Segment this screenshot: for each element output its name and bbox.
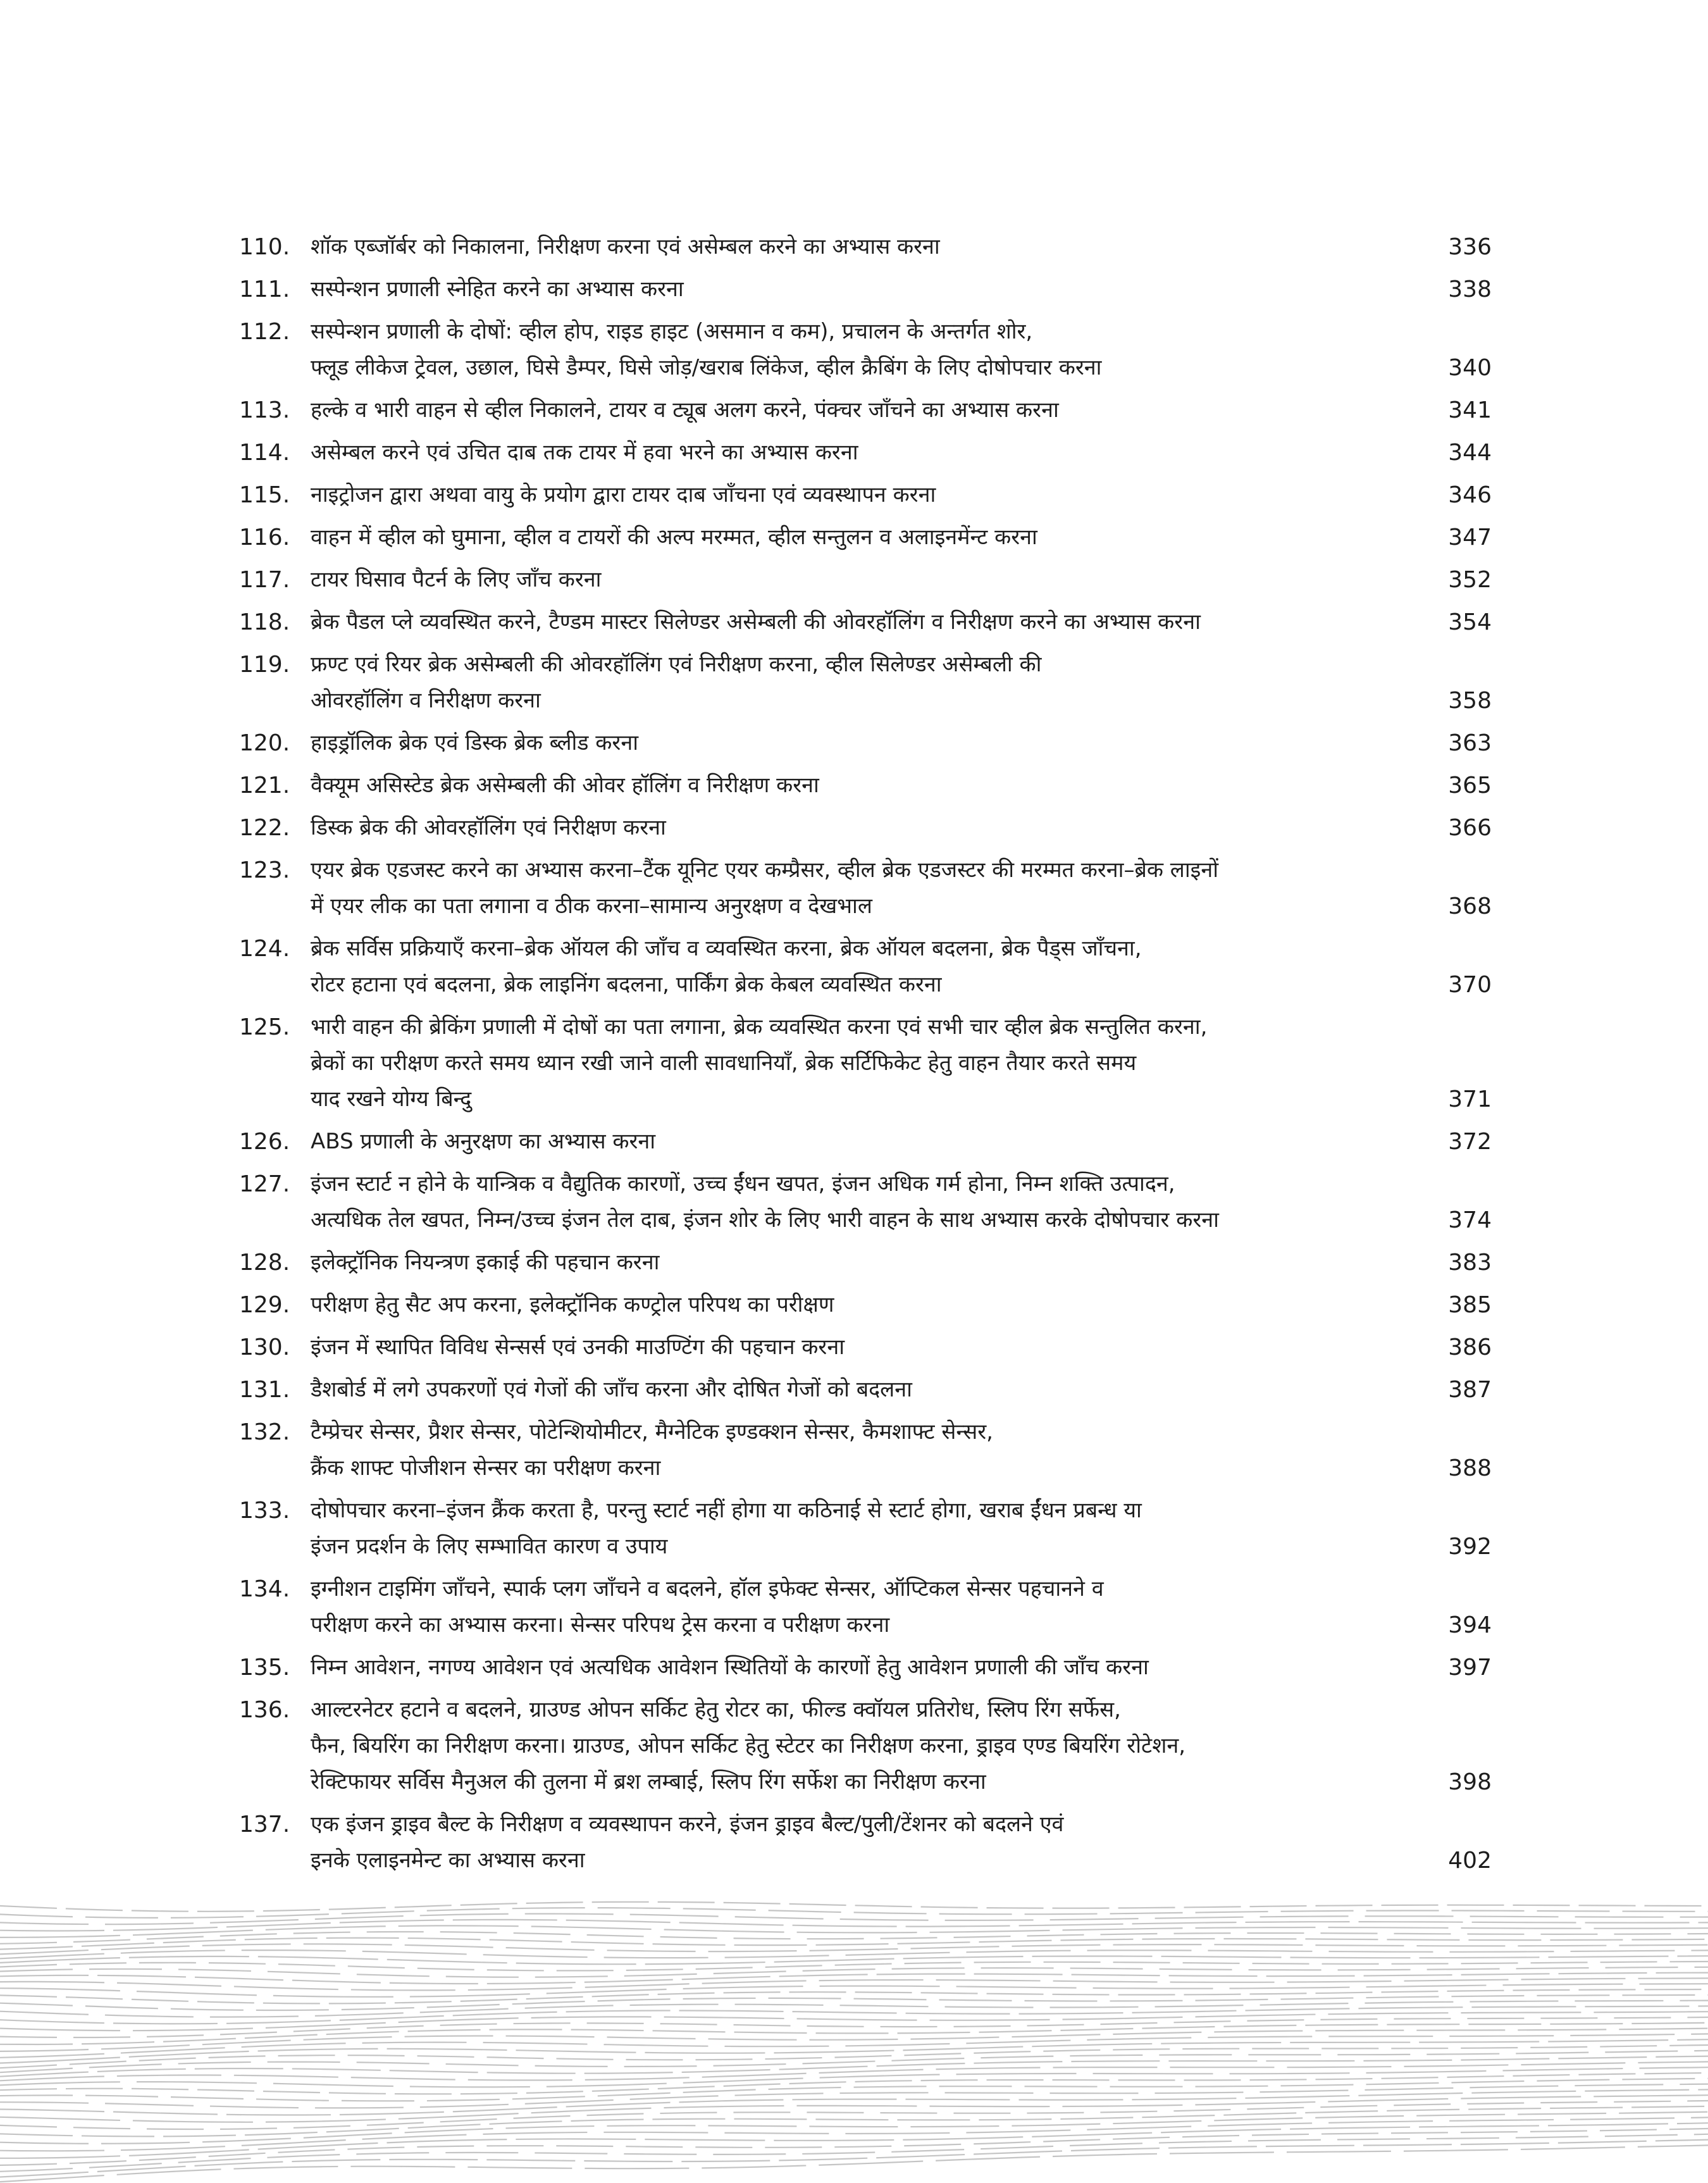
toc-entry xyxy=(239,604,1492,640)
entry-page-number: 392 xyxy=(1448,1534,1492,1560)
entry-title xyxy=(311,1414,1492,1486)
entry-title xyxy=(311,768,1492,804)
entry-title-line: निम्न आवेशन, नगण्य आवेशन एवं अत्यधिक आवेशन स्थितियों के कारणों हेतु आवेशन प्रणाली की जाँच करना xyxy=(311,1655,1149,1680)
toc-entry xyxy=(239,1287,1492,1323)
entry-title-line: परीक्षण हेतु सैट अप करना, इलेक्ट्रॉनिक कण्ट्रोल परिपथ का परीक्षण xyxy=(311,1292,834,1317)
entry-title-line: ABS प्रणाली के अनुरक्षण का अभ्यास करना xyxy=(311,1129,656,1154)
wavy-line xyxy=(0,2029,1708,2051)
entry-title xyxy=(311,562,1492,598)
entry-page-number: 366 xyxy=(1448,815,1492,841)
entry-title xyxy=(311,1372,1492,1408)
entry-page-number: 371 xyxy=(1448,1086,1492,1112)
entry-page-number: 385 xyxy=(1448,1292,1492,1318)
toc-entry xyxy=(239,647,1492,719)
entry-number: 130. xyxy=(239,1334,290,1360)
entry-page-number: 398 xyxy=(1448,1769,1492,1795)
entry-number: 128. xyxy=(239,1250,290,1276)
entry-number: 119. xyxy=(239,652,290,678)
toc-entry xyxy=(239,1166,1492,1238)
toc-entry xyxy=(239,314,1492,386)
entry-number: 115. xyxy=(239,482,290,508)
entry-page-number: 344 xyxy=(1448,440,1492,466)
entry-page-number: 383 xyxy=(1448,1250,1492,1276)
entry-page-number: 336 xyxy=(1448,234,1492,260)
toc-entry xyxy=(239,810,1492,846)
entry-title-line: फ्रण्ट एवं रियर ब्रेक असेम्बली की ओवरहॉलिंग एवं निरीक्षण करना, व्हील सिलेण्डर असेम्बली की xyxy=(311,652,1042,677)
toc-entry xyxy=(239,1124,1492,1160)
entry-title xyxy=(311,1493,1492,1565)
entry-title-line: इंजन में स्थापित विविध सेन्सर्स एवं उनकी माउण्टिंग की पहचान करना xyxy=(311,1334,845,1360)
entry-title xyxy=(311,314,1492,386)
entry-title-line: टायर घिसाव पैटर्न के लिए जाँच करना xyxy=(311,567,602,592)
entry-title-line: फ्लूड लीकेज ट्रेवल, उछाल, घिसे डैम्पर, घिसे जोड़/खराब लिंकेज, व्हील क्रैबिंग के लिए दोषोपचार करना xyxy=(311,355,1102,380)
toc-entry xyxy=(239,1807,1492,1879)
toc-entry xyxy=(239,519,1492,556)
entry-page-number: 354 xyxy=(1448,609,1492,635)
entry-title-line: भारी वाहन की ब्रेकिंग प्रणाली में दोषों का पता लगाना, ब्रेक व्यवस्थित करना एवं सभी चार व्हील ब्रेक सन्तुलित करना, xyxy=(311,1014,1208,1040)
entry-number: 127. xyxy=(239,1171,290,1197)
entry-number: 133. xyxy=(239,1498,290,1524)
entry-number: 123. xyxy=(239,857,290,883)
entry-title xyxy=(311,1807,1492,1879)
entry-title-line: एयर ब्रेक एडजस्ट करने का अभ्यास करना–टैंक यूनिट एयर कम्प्रैसर, व्हील ब्रेक एडजस्टर की मरम्मत करना–ब्रेक लाइनों xyxy=(311,857,1219,883)
entry-title-line: ओवरहॉलिंग व निरीक्षण करना xyxy=(311,688,541,713)
entry-page-number: 346 xyxy=(1448,482,1492,508)
entry-title xyxy=(311,271,1492,308)
entry-number: 118. xyxy=(239,609,290,635)
entry-title xyxy=(311,1650,1492,1686)
wavy-line xyxy=(0,2045,1708,2068)
toc-entry xyxy=(239,435,1492,471)
entry-page-number: 352 xyxy=(1448,567,1492,593)
entry-title-line: वैक्यूम असिस्टेड ब्रेक असेम्बली की ओवर हॉलिंग व निरीक्षण करना xyxy=(311,773,819,798)
wavy-line xyxy=(0,2001,1708,2017)
wavy-line xyxy=(0,1984,1708,1997)
toc-entry xyxy=(239,1650,1492,1686)
toc-entry xyxy=(239,1414,1492,1486)
toc-entry xyxy=(239,271,1492,308)
entry-title xyxy=(311,477,1492,513)
entry-number: 124. xyxy=(239,936,290,962)
entry-title-line: आल्टरनेटर हटाने व बदलने, ग्राउण्ड ओपन सर्किट हेतु रोटर का, फील्ड क्वॉयल प्रतिरोध, स्लिप रिंग सर्फेस, xyxy=(311,1697,1121,1722)
entry-title-line: इंजन प्रदर्शन के लिए सम्भावित कारण व उपाय xyxy=(311,1534,668,1559)
entry-number: 117. xyxy=(239,567,290,593)
entry-number: 132. xyxy=(239,1419,290,1445)
wavy-lines-pattern-icon xyxy=(0,1898,1708,2183)
entry-title-line: टैम्प्रेचर सेन्सर, प्रैशर सेन्सर, पोटेन्शियोमीटर, मैग्नेटिक इण्डक्शन सेन्सर, कैमशाफ्ट सेन्सर, xyxy=(311,1419,993,1445)
entry-title xyxy=(311,1329,1492,1365)
entry-title xyxy=(311,647,1492,719)
entry-title-line: अत्यधिक तेल खपत, निम्न/उच्च इंजन तेल दाब, इंजन शोर के लिए भारी वाहन के साथ अभ्यास करके दोषोपचार करना xyxy=(311,1207,1219,1233)
entry-title-line: इलेक्ट्रॉनिक नियन्त्रण इकाई की पहचान करना xyxy=(311,1250,660,1275)
entry-number: 122. xyxy=(239,815,290,841)
entry-title xyxy=(311,1571,1492,1643)
entry-number: 136. xyxy=(239,1697,290,1723)
entry-title xyxy=(311,1692,1492,1800)
entry-title-line: डैशबोर्ड में लगे उपकरणों एवं गेजों की जाँच करना और दोषित गेजों को बदलना xyxy=(311,1377,912,1402)
entry-title-line: सस्पेन्शन प्रणाली के दोषों: व्हील होप, राइड हाइट (असमान व कम), प्रचालन के अन्तर्गत शोर, xyxy=(311,319,1033,344)
wavy-line xyxy=(0,2012,1708,2031)
entry-title-line: एक इंजन ड्राइव बैल्ट के निरीक्षण व व्यवस्थापन करने, इंजन ड्राइव बैल्ट/पुली/टेंशनर को बदलने एवं xyxy=(311,1812,1064,1837)
entry-title-line: में एयर लीक का पता लगाना व ठीक करना–सामान्य अनुरक्षण व देखभाल xyxy=(311,893,872,919)
entry-page-number: 374 xyxy=(1448,1207,1492,1233)
toc-entry xyxy=(239,229,1492,265)
entry-number: 134. xyxy=(239,1576,290,1602)
wavy-line xyxy=(0,1925,1708,1937)
entry-page-number: 372 xyxy=(1448,1129,1492,1155)
table-of-contents xyxy=(239,229,1492,1885)
entry-title xyxy=(311,392,1492,428)
entry-title-line: क्रैंक शाफ्ट पोजीशन सेन्सर का परीक्षण करना xyxy=(311,1455,661,1481)
entry-title-line: हल्के व भारी वाहन से व्हील निकालने, टायर व ट्यूब अलग करने, पंक्चर जाँचने का अभ्यास करना xyxy=(311,397,1059,423)
entry-title-line: रेक्टिफायर सर्विस मैनुअल की तुलना में ब्रश लम्बाई, स्लिप रिंग सर्फेश का निरीक्षण करना xyxy=(311,1769,986,1794)
entry-title xyxy=(311,931,1492,1003)
entry-title-line: वाहन में व्हील को घुमाना, व्हील व टायरों की अल्प मरम्मत, व्हील सन्तुलन व अलाइनमेंन्ट करना xyxy=(311,525,1037,550)
entry-title xyxy=(311,1166,1492,1238)
entry-number: 116. xyxy=(239,525,290,550)
entry-number: 110. xyxy=(239,234,290,260)
entry-number: 111. xyxy=(239,277,290,302)
toc-entry xyxy=(239,1245,1492,1281)
entry-title-line: इनके एलाइनमेन्ट का अभ्यास करना xyxy=(311,1848,585,1873)
wavy-line xyxy=(0,1978,1708,1990)
toc-entry xyxy=(239,1372,1492,1408)
entry-page-number: 340 xyxy=(1448,355,1492,381)
toc-entry xyxy=(239,562,1492,598)
entry-page-number: 365 xyxy=(1448,773,1492,799)
entry-page-number: 347 xyxy=(1448,525,1492,550)
entry-title xyxy=(311,1287,1492,1323)
entry-page-number: 402 xyxy=(1448,1848,1492,1874)
entry-page-number: 341 xyxy=(1448,397,1492,423)
entry-number: 112. xyxy=(239,319,290,345)
entry-page-number: 363 xyxy=(1448,730,1492,756)
entry-title xyxy=(311,435,1492,471)
entry-number: 131. xyxy=(239,1377,290,1403)
entry-page-number: 394 xyxy=(1448,1612,1492,1638)
toc-entry xyxy=(239,725,1492,761)
wavy-line xyxy=(0,1938,1708,1950)
entry-page-number: 368 xyxy=(1448,893,1492,919)
entry-page-number: 387 xyxy=(1448,1377,1492,1403)
wavy-line xyxy=(0,2006,1708,2024)
entry-page-number: 358 xyxy=(1448,688,1492,714)
entry-title-line: इंजन स्टार्ट न होने के यान्त्रिक व वैद्युतिक कारणों, उच्च ईंधन खपत, इंजन अधिक गर्म होना, निम्न शक्ति उत्पादन, xyxy=(311,1171,1175,1197)
entry-number: 121. xyxy=(239,773,290,799)
entry-title-line: याद रखने योग्य बिन्दु xyxy=(311,1086,472,1112)
entry-number: 125. xyxy=(239,1014,290,1040)
entry-title-line: हाइड्रॉलिक ब्रेक एवं डिस्क ब्रेक ब्लीड करना xyxy=(311,730,638,756)
entry-page-number: 370 xyxy=(1448,972,1492,998)
wavy-line xyxy=(0,2079,1708,2101)
toc-entry xyxy=(239,1692,1492,1800)
entry-page-number: 386 xyxy=(1448,1334,1492,1360)
entry-title-line: शॉक एब्जॉर्बर को निकालना, निरीक्षण करना एवं असेम्बल करने का अभ्यास करना xyxy=(311,234,940,259)
toc-entry xyxy=(239,1009,1492,1117)
entry-number: 137. xyxy=(239,1812,290,1838)
entry-title xyxy=(311,810,1492,846)
entry-title-line: परीक्षण करने का अभ्यास करना। सेन्सर परिपथ ट्रेस करना व परीक्षण करना xyxy=(311,1612,890,1638)
toc-entry xyxy=(239,768,1492,804)
entry-title-line: फैन, बियरिंग का निरीक्षण करना। ग्राउण्ड, ओपन सर्किट हेतु स्टेटर का निरीक्षण करना, ड्राइव एण्ड बियरिंग रोटेशन, xyxy=(311,1733,1185,1758)
entry-title xyxy=(311,519,1492,556)
entry-title-line: दोषोपचार करना–इंजन क्रैंक करता है, परन्तु स्टार्ट नहीं होगा या कठिनाई से स्टार्ट होगा, खराब ईंधन प्रबन्ध या xyxy=(311,1498,1142,1523)
entry-number: 113. xyxy=(239,397,290,423)
entry-title-line: सस्पेन्शन प्रणाली स्नेहित करने का अभ्यास करना xyxy=(311,277,684,302)
entry-title xyxy=(311,852,1492,924)
toc-entry xyxy=(239,1571,1492,1643)
wavy-line xyxy=(0,1967,1708,1977)
toc-entry xyxy=(239,1329,1492,1365)
wavy-line xyxy=(0,1973,1708,1984)
entry-title-line: नाइट्रोजन द्वारा अथवा वायु के प्रयोग द्वारा टायर दाब जाँचना एवं व्यवस्थापन करना xyxy=(311,482,936,507)
entry-number: 129. xyxy=(239,1292,290,1318)
entry-title xyxy=(311,725,1492,761)
toc-entry xyxy=(239,852,1492,924)
entry-title-line: डिस्क ब्रेक की ओवरहॉलिंग एवं निरीक्षण करना xyxy=(311,815,666,840)
entry-title xyxy=(311,1009,1492,1117)
toc-entry xyxy=(239,392,1492,428)
entry-title xyxy=(311,1245,1492,1281)
entry-title xyxy=(311,1124,1492,1160)
toc-entry xyxy=(239,477,1492,513)
entry-page-number: 388 xyxy=(1448,1455,1492,1481)
entry-number: 126. xyxy=(239,1129,290,1155)
entry-title xyxy=(311,604,1492,640)
toc-entry xyxy=(239,1493,1492,1565)
entry-title-line: इग्नीशन टाइमिंग जाँचने, स्पार्क प्लग जाँचने व बदलने, हॉल इफेक्ट सेन्सर, ऑप्टिकल सेन्सर पहचानने व xyxy=(311,1576,1104,1601)
entry-page-number: 338 xyxy=(1448,277,1492,302)
entry-title-line: ब्रेक सर्विस प्रक्रियाएँ करना–ब्रेक ऑयल की जाँच व व्यवस्थित करना, ब्रेक ऑयल बदलना, ब्रेक पैड्स जाँचना, xyxy=(311,936,1142,961)
entry-title xyxy=(311,229,1492,265)
entry-title-line: ब्रेकों का परीक्षण करते समय ध्यान रखी जाने वाली सावधानियाँ, ब्रेक सर्टिफिकेट हेतु वाहन तैयार करते समय xyxy=(311,1050,1137,1076)
entry-number: 120. xyxy=(239,730,290,756)
entry-title-line: रोटर हटाना एवं बदलना, ब्रेक लाइनिंग बदलना, पार्किंग ब्रेक केबल व्यवस्थित करना xyxy=(311,972,942,997)
entry-page-number: 397 xyxy=(1448,1655,1492,1681)
toc-entry xyxy=(239,931,1492,1003)
wavy-line xyxy=(0,1932,1708,1944)
entry-number: 114. xyxy=(239,440,290,466)
entry-title-line: असेम्बल करने एवं उचित दाब तक टायर में हवा भरने का अभ्यास करना xyxy=(311,440,858,465)
entry-number: 135. xyxy=(239,1655,290,1681)
wavy-line xyxy=(0,1944,1708,1954)
entry-title-line: ब्रेक पैडल प्ले व्यवस्थित करने, टैण्डम मास्टर सिलेण्डर असेम्बली की ओवरहॉलिंग व निरीक्षण करने का अभ्यास करना xyxy=(311,609,1201,635)
